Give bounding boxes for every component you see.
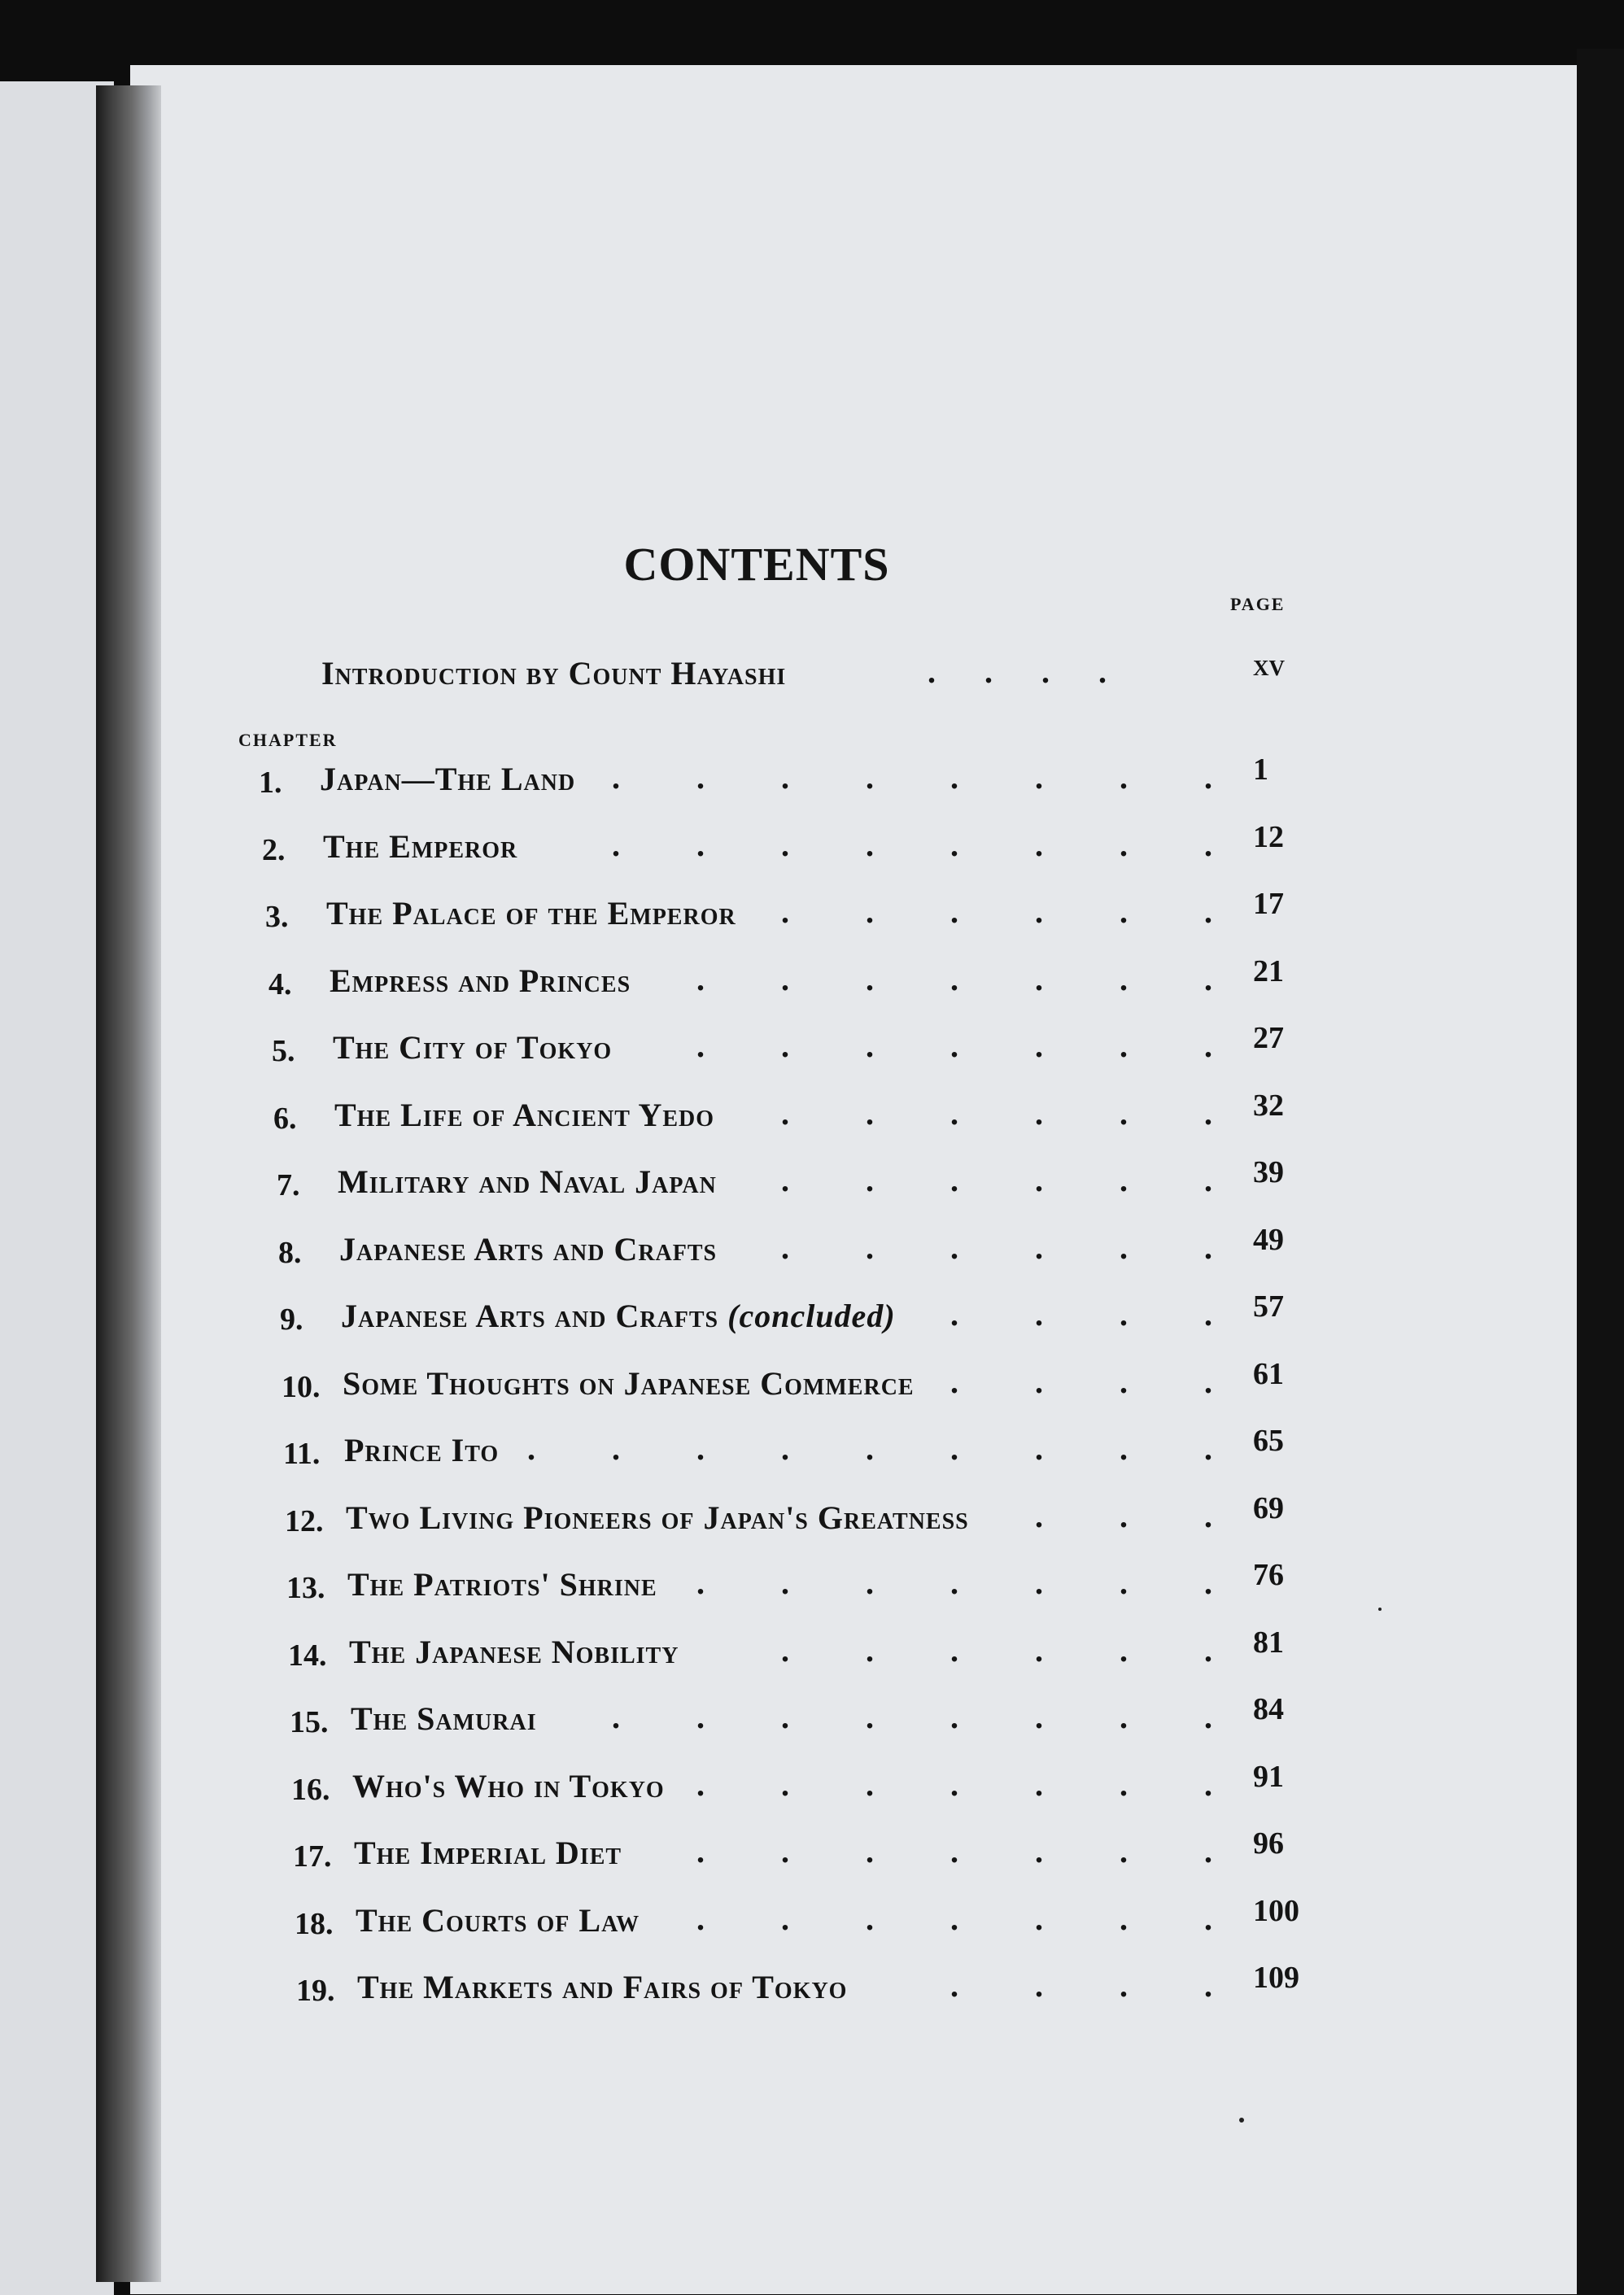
leader-dot: .: [1035, 1162, 1043, 1198]
leader-dot: .: [950, 1967, 958, 2004]
leader-dot: .: [1204, 1430, 1212, 1467]
leader-dot: .: [781, 1631, 789, 1669]
chapter-title: [339, 1230, 717, 1268]
chapter-page-number: 1: [1253, 753, 1268, 787]
leader-dot: .: [950, 1765, 958, 1803]
leader-dot: .: [1204, 1228, 1212, 1266]
chapter-title: [354, 1834, 622, 1872]
chapter-page-number: 69: [1253, 1490, 1284, 1525]
chapter-title-text: Empress and Princes: [330, 962, 631, 999]
chapter-entry: [259, 753, 1334, 814]
leader-dot: .: [1120, 1363, 1128, 1400]
leader-dot: .: [950, 1564, 958, 1601]
chapter-title-text: Two Living Pioneers of Japan's Greatness: [346, 1499, 969, 1536]
leader-dot: .: [696, 759, 705, 796]
leader-dot: .: [950, 1162, 958, 1198]
leader-dot: .: [866, 1162, 874, 1198]
chapter-number: 16.: [291, 1772, 330, 1807]
chapter-page-number: 12: [1253, 819, 1284, 854]
book-gutter: [96, 85, 161, 2282]
chapter-entry: [283, 1424, 1334, 1485]
leader-dot: .: [1120, 1162, 1128, 1198]
chapter-entry: [282, 1356, 1334, 1418]
scan-speck: [1378, 1608, 1382, 1611]
scan-border: [1577, 49, 1624, 2295]
leader-dot: .: [950, 1296, 958, 1333]
chapter-number: 12.: [285, 1503, 324, 1538]
leader-dot: .: [866, 1094, 874, 1132]
chapter-title-text: The Patriots' Shrine: [347, 1566, 657, 1603]
chapter-title: [351, 1699, 537, 1738]
leader-dot: .: [1120, 1430, 1128, 1467]
leader-dot: .: [696, 1833, 705, 1870]
chapter-page-number: 81: [1253, 1625, 1284, 1660]
leader-dot: .: [1035, 1631, 1043, 1669]
leader-dot: .: [696, 1564, 705, 1601]
leader-dot: .: [1035, 1564, 1043, 1601]
leader-dot: .: [1035, 1967, 1043, 2004]
leader-dot: .: [1120, 1631, 1128, 1669]
chapter-page-number: 17: [1253, 887, 1284, 921]
leader-dot: .: [781, 1430, 789, 1467]
chapter-title-text: Who's Who in Tokyo: [352, 1767, 665, 1804]
leader-dot: .: [950, 960, 958, 997]
chapter-title-text: Some Thoughts on Japanese Commerce: [343, 1364, 915, 1402]
leader-dot: .: [1120, 1028, 1128, 1064]
leader-dot: .: [1120, 893, 1128, 930]
chapter-title-text: The Imperial Diet: [354, 1835, 622, 1871]
leader-dot: .: [612, 1430, 620, 1467]
leader-dot: .: [1120, 1094, 1128, 1132]
leader-dot: .: [1035, 1765, 1043, 1803]
chapter-title-text: The Life of Ancient Yedo: [334, 1096, 715, 1133]
chapter-entry: [265, 887, 1334, 948]
chapter-number: 13.: [286, 1571, 325, 1605]
chapter-entry: [290, 1692, 1334, 1753]
chapter-number: 17.: [293, 1839, 332, 1874]
leader-dot: .: [781, 1900, 789, 1937]
chapter-number: 10.: [282, 1369, 321, 1404]
leader-dot: .: [1035, 1900, 1043, 1937]
chapter-entry: [272, 1021, 1334, 1082]
introduction-page: xv: [1253, 648, 1285, 683]
chapter-number: 2.: [262, 832, 286, 867]
leader-dot: .: [866, 1900, 874, 1937]
leader-dot: .: [1035, 1363, 1043, 1400]
chapter-page-number: 96: [1253, 1826, 1284, 1861]
leader-dot: .: [781, 1833, 789, 1870]
chapter-title: [343, 1364, 915, 1403]
leader-dot: .: [950, 1833, 958, 1870]
leader-dot: .: [1204, 1765, 1212, 1803]
chapter-title-text: The Courts of Law: [356, 1901, 640, 1939]
leader-dot: .: [1035, 1430, 1043, 1467]
leader-dot: .: [1120, 759, 1128, 796]
chapter-page-number: 27: [1253, 1021, 1284, 1055]
chapter-title-text: The Samurai: [351, 1700, 537, 1737]
leader-dot: .: [1204, 1497, 1212, 1534]
leader-dot: .: [866, 1699, 874, 1735]
chapter-title-text: The Markets and Fairs of Tokyo: [357, 1969, 848, 2005]
introduction-entry: [321, 648, 1314, 708]
leader-dot: .: [1204, 1967, 1212, 2004]
chapter-entry: [293, 1826, 1334, 1887]
leader-dot: .: [696, 1765, 705, 1803]
chapter-number: 11.: [283, 1437, 321, 1471]
leader-dot: .: [866, 1564, 874, 1601]
leader-dot: .: [1204, 1162, 1212, 1198]
chapter-entry: [286, 1558, 1334, 1619]
chapter-page-number: 32: [1253, 1088, 1284, 1123]
chapter-number: 9.: [280, 1302, 303, 1337]
leader-dot: .: [781, 826, 789, 863]
leader-dot: .: [1120, 1296, 1128, 1333]
leader-dot: .: [950, 1228, 958, 1266]
leader-dot: .: [1204, 1631, 1212, 1669]
leader-dot: .: [1204, 1699, 1212, 1735]
leader-dot: .: [612, 759, 620, 796]
leader-dot: .: [1035, 1497, 1043, 1534]
chapter-title-text: Japanese Arts and Crafts: [339, 1230, 718, 1267]
page-column-label: PAGE: [1230, 594, 1286, 614]
chapter-title: [338, 1163, 717, 1201]
leader-dot: .: [781, 1765, 789, 1803]
chapter-page-number: 39: [1253, 1155, 1284, 1189]
chapter-title: [341, 1297, 896, 1335]
leader-dot: .: [950, 1699, 958, 1735]
leader-dot: .: [1204, 1363, 1212, 1400]
leader-dot: .: [950, 1363, 958, 1400]
chapter-page-number: 49: [1253, 1222, 1284, 1257]
leader-dot: .: [866, 1430, 874, 1467]
leader-dot: .: [781, 1564, 789, 1601]
leader-dot: .: [950, 1094, 958, 1132]
leader-dot: .: [1120, 1900, 1128, 1937]
chapter-title: [356, 1901, 640, 1939]
leader-dot: .: [866, 1228, 874, 1266]
leader-dot: .: [1120, 960, 1128, 997]
chapter-entry: [273, 1088, 1334, 1150]
leader-dot: .: [1120, 1967, 1128, 2004]
chapter-number: 15.: [290, 1705, 329, 1739]
leader-dot: .: [1035, 1094, 1043, 1132]
leader-dot: .: [866, 759, 874, 796]
leader-dot: .: [866, 1833, 874, 1870]
leader-dot: .: [1120, 1228, 1128, 1266]
chapter-page-number: 76: [1253, 1558, 1284, 1592]
leader-dot: .: [1120, 1497, 1128, 1534]
scan-speck: [1239, 2118, 1244, 2123]
leader-dot: .: [527, 1430, 535, 1467]
leader-dot: .: [696, 826, 705, 863]
leader-dot: .: [950, 759, 958, 796]
leader-dot: .: [1035, 893, 1043, 930]
chapter-title-text: The Emperor: [323, 827, 518, 865]
leader-dot: .: [696, 1430, 705, 1467]
leader-dot: .: [1035, 826, 1043, 863]
leader-dot: .: [612, 1699, 620, 1735]
chapter-page-number: 57: [1253, 1289, 1284, 1324]
leader-dot: .: [1204, 1900, 1212, 1937]
chapter-page-number: 109: [1253, 1961, 1299, 1995]
leader-dot: .: [696, 1900, 705, 1937]
chapter-title-suffix: (concluded): [727, 1298, 896, 1334]
chapter-entry: [296, 1961, 1334, 2022]
leader-dot: .: [866, 826, 874, 863]
chapter-title-text: The Japanese Nobility: [349, 1633, 679, 1670]
chapter-title: [352, 1767, 665, 1805]
leader-dot: .: [1035, 960, 1043, 997]
chapter-entry: [278, 1222, 1334, 1284]
leader-dot: .: [950, 1631, 958, 1669]
chapter-title: [344, 1431, 499, 1469]
chapter-number: 8.: [278, 1235, 302, 1270]
chapter-entry: [280, 1289, 1334, 1350]
chapter-entry: [291, 1759, 1334, 1821]
chapter-number: 3.: [265, 900, 289, 934]
leader-dot: .: [1035, 1228, 1043, 1266]
introduction-title: Introduction by Count Hayashi: [321, 655, 787, 692]
leader-dot: .: [866, 893, 874, 930]
leader-dot: .: [1204, 759, 1212, 796]
chapter-page-number: 21: [1253, 953, 1284, 988]
chapter-entry: [295, 1893, 1334, 1955]
leader-dot: .: [696, 960, 705, 997]
chapter-number: 18.: [295, 1906, 334, 1941]
leader-dot: .: [1204, 1833, 1212, 1870]
chapter-title-text: Military and Naval Japan: [338, 1163, 717, 1200]
chapter-number: 6.: [273, 1101, 297, 1136]
leader-dot: .: [1035, 1833, 1043, 1870]
page-title: CONTENTS: [623, 538, 890, 591]
leader-dots: . . . .: [928, 653, 1107, 690]
chapter-entry: [285, 1490, 1334, 1552]
chapter-title-text: Japanese Arts and Crafts: [341, 1298, 719, 1334]
leader-dot: .: [781, 1162, 789, 1198]
leader-dot: .: [1204, 960, 1212, 997]
chapter-number: 5.: [272, 1034, 295, 1068]
leader-dot: .: [781, 960, 789, 997]
leader-dot: .: [1204, 826, 1212, 863]
chapter-number: 14.: [288, 1638, 327, 1673]
chapter-title-text: The City of Tokyo: [333, 1029, 613, 1066]
chapter-title: [334, 1096, 714, 1134]
chapter-column-label: CHAPTER: [238, 730, 338, 750]
chapter-title: [347, 1565, 657, 1603]
leader-dot: .: [1035, 1028, 1043, 1064]
chapter-title: [323, 827, 517, 866]
leader-dot: .: [781, 1094, 789, 1132]
chapter-title: [326, 894, 736, 932]
chapter-entry: [262, 819, 1334, 881]
leader-dot: .: [950, 893, 958, 930]
leader-dot: .: [781, 759, 789, 796]
chapter-page-number: 61: [1253, 1356, 1284, 1391]
leader-dot: .: [612, 826, 620, 863]
leader-dot: .: [781, 1699, 789, 1735]
chapter-title: [333, 1028, 612, 1067]
leader-dot: .: [1120, 826, 1128, 863]
leader-dot: .: [950, 1430, 958, 1467]
leader-dot: .: [1120, 1833, 1128, 1870]
leader-dot: .: [950, 826, 958, 863]
chapter-number: 1.: [259, 766, 282, 800]
chapter-title: [346, 1499, 969, 1537]
chapter-entry: [268, 953, 1334, 1015]
leader-dot: .: [950, 1900, 958, 1937]
leader-dot: .: [1035, 1296, 1043, 1333]
chapter-page-number: 65: [1253, 1424, 1284, 1458]
leader-dot: .: [1204, 1296, 1212, 1333]
chapter-title: [349, 1633, 679, 1671]
chapter-title-text: The Palace of the Emperor: [326, 895, 736, 932]
leader-dot: .: [696, 1699, 705, 1735]
leader-dot: .: [1035, 1699, 1043, 1735]
chapter-number: 7.: [277, 1168, 300, 1202]
leader-dot: .: [866, 1765, 874, 1803]
leader-dot: .: [781, 1228, 789, 1266]
chapter-number: 19.: [296, 1974, 335, 2008]
chapter-entry: [288, 1625, 1334, 1686]
chapter-page-number: 84: [1253, 1692, 1284, 1726]
leader-dot: .: [696, 1028, 705, 1064]
chapter-title: [330, 962, 631, 1000]
leader-dot: .: [950, 1028, 958, 1064]
chapter-title-text: Japan—The Land: [320, 761, 576, 797]
leader-dot: .: [1204, 1094, 1212, 1132]
chapter-number: 4.: [268, 966, 292, 1001]
leader-dot: .: [781, 1028, 789, 1064]
leader-dot: .: [1035, 759, 1043, 796]
chapter-title: [357, 1968, 847, 2006]
chapter-page-number: 100: [1253, 1893, 1299, 1928]
chapter-page-number: 91: [1253, 1759, 1284, 1794]
chapter-entry: [277, 1155, 1334, 1216]
leader-dot: .: [781, 893, 789, 930]
chapter-title-text: Prince Ito: [344, 1432, 500, 1468]
leader-dot: .: [866, 1631, 874, 1669]
leader-dot: .: [1120, 1765, 1128, 1803]
leader-dot: .: [1204, 1028, 1212, 1064]
leader-dot: .: [1204, 1564, 1212, 1601]
leader-dot: .: [866, 1028, 874, 1064]
leader-dot: .: [1120, 1564, 1128, 1601]
chapter-title: [320, 760, 575, 798]
leader-dot: .: [866, 960, 874, 997]
leader-dot: .: [1120, 1699, 1128, 1735]
leader-dot: .: [1204, 893, 1212, 930]
